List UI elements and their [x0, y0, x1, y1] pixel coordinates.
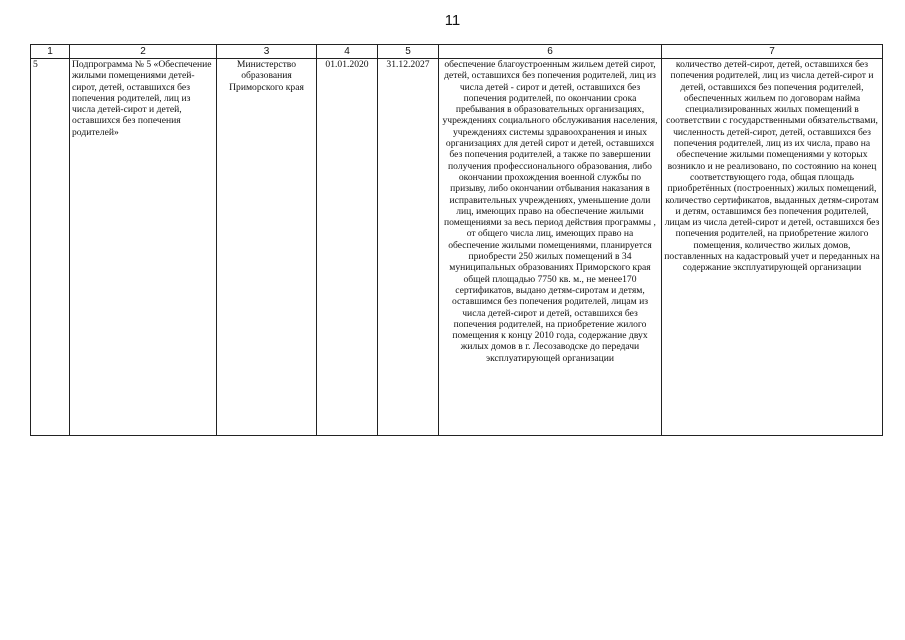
table-row — [31, 59, 883, 436]
col-header-7: 7 — [662, 45, 883, 59]
col-header-1: 1 — [31, 45, 70, 59]
col-header-3: 3 — [217, 45, 317, 59]
executor: Министерство образования Приморского края — [217, 59, 317, 436]
row-number: 5 — [31, 59, 70, 436]
col-header-4: 4 — [317, 45, 378, 59]
page-number: 11 — [444, 12, 461, 29]
indicators: количество детей-сирот, детей, оставшихся без попечения родителей, лиц из числа детей-сирот и детей, оставшихся без попечения родителей, обеспеченных жильем по договорам найма специализированных жилых помещений в соответствии с государственными обязательствами, численность детей-сирот, детей, оставшихся без попечения родителей, лиц из их числа, право на обеспечение жилыми помещениями у которых возникло и не реализовано, по состоянию на конец соответствующего года, общая площадь приобретённых (построенных) жилых помещений, количество сертификатов, выданных детям-сиротам и детям, оставшимся без попечения родителей, лицам из числа детей-сирот и детей, оставшихся без попечения родителей, на приобретение жилого помещения, количество жилых домов, поставленных на кадастровый учет и переданных на содержание эксплуатирующей организации — [662, 59, 883, 436]
program-table — [30, 44, 883, 436]
start-date: 01.01.2020 — [317, 59, 378, 436]
col-header-6: 6 — [439, 45, 662, 59]
col-header-5: 5 — [378, 45, 439, 59]
end-date: 31.12.2027 — [378, 59, 439, 436]
header-row — [31, 45, 883, 59]
expected-results: обеспечение благоустроенным жильем детей сирот, детей, оставшихся без попечения родителей, лиц из числа детей - сирот и детей, оставшихся без попечения родителей, по окончании срока пребывания в образовательных организациях, учреждениях социального обслуживания населения, учреждениях системы здравоохранения и иных организациях для детей сирот и детей, оставшихся без попечения родителей, а также по завершении получения профессионального образования, либо окончании прохождения военной службы по призыву, либо окончании отбывания наказания в исправительных учреждениях, уменьшение доли лиц, имеющих право на обеспечение жилыми помещениями за весь период действия программы , от общего числа лиц, имеющих право на обеспечение жилыми помещениями, планируется приобрести 250 жилых помещений в 34 муниципальных образованиях Приморского края общей площадью 7750 кв. м., не менее170 сертификатов, выдано детям-сиротам и детям, оставшимся без попечения родителей, лицам из числа детей-сирот и детей, оставшихся без попечения родителей, на приобретение жилого помещения к концу 2010 года, содержание двух жилых домов в г. Лесозаводске до передачи эксплуатирующей организации — [439, 59, 662, 436]
subprogram-name: Подпрограмма № 5 «Обеспечение жилыми помещениями детей-сирот, детей, оставшихся без попечения родителей, лиц из числа детей-сирот и детей, оставшихся без попечения родителей» — [70, 59, 217, 436]
col-header-2: 2 — [70, 45, 217, 59]
